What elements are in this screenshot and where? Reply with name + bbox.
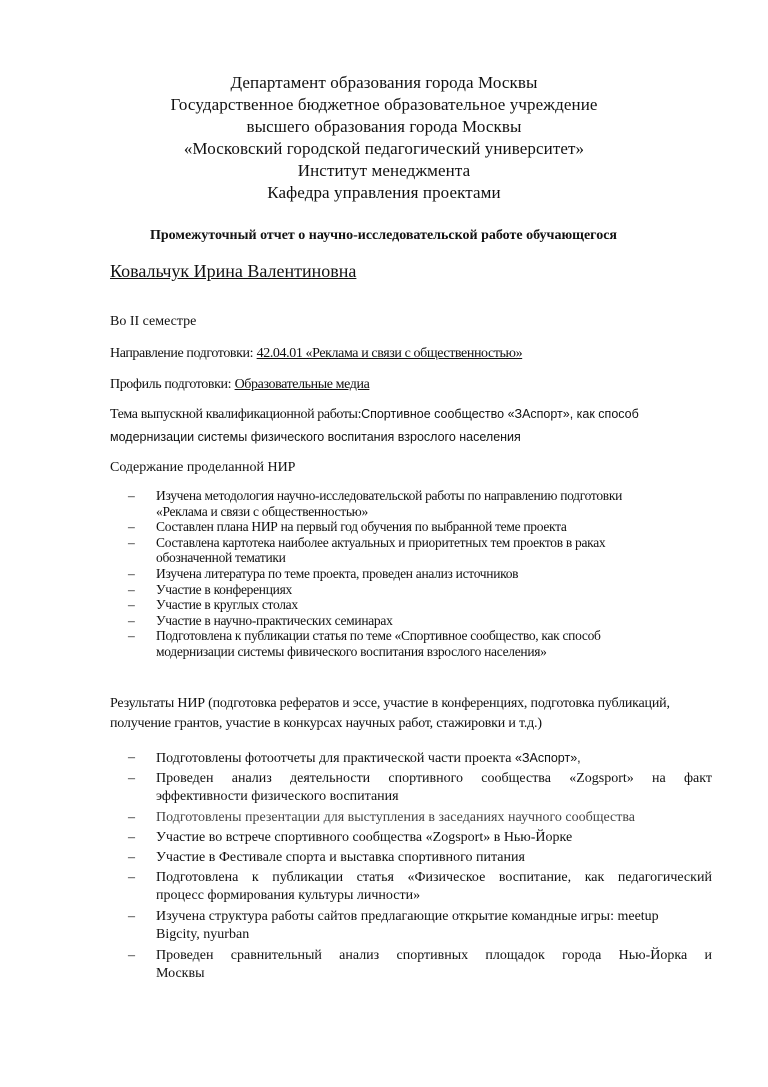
list-item-text-cont: Bigcity, nyurban: [156, 927, 250, 942]
word: анализ: [339, 948, 380, 963]
list-item-text: Составлен плана НИР на первый год обучения по выбранной теме проекта: [156, 519, 567, 535]
list-item: [128, 908, 712, 944]
list-item-text-justified: [156, 947, 712, 965]
semester-line: Во II семестре: [110, 314, 197, 329]
word: статья: [356, 870, 394, 885]
thesis-topic-part1: Спортивное сообщество «ЗАспорт», как способ: [361, 407, 639, 421]
dash-marker: –: [128, 850, 135, 865]
word: «Zogsport»: [569, 771, 634, 786]
student-name: Ковальчук Ирина Валентиновна: [110, 261, 357, 281]
list-item-text: Подготовлена к публикации статья по теме «Спортивное сообщество, как способ: [156, 628, 601, 644]
dash-marker: –: [128, 488, 135, 503]
dash-marker: –: [128, 565, 135, 581]
dash-marker: –: [128, 628, 135, 644]
word: на: [651, 771, 666, 786]
list-item-text: Участие в научно-практических семинарах: [156, 612, 393, 628]
word: Проведен: [156, 771, 214, 786]
document-header: [0, 72, 768, 204]
list-item-text: Участие в круглых столах: [156, 597, 298, 613]
dash-marker: –: [128, 750, 135, 765]
word: публикации: [272, 870, 344, 885]
list-item-text-cont: обозначенной тематики: [156, 550, 286, 566]
word: Подготовлена: [156, 870, 239, 885]
list-item-text-cont: Москвы: [156, 966, 205, 981]
list-item: [128, 849, 712, 867]
profile-line: [110, 377, 369, 393]
thesis-topic-part2: модернизации системы физического воспитания взрослого населения: [110, 430, 521, 444]
thesis-label: Тема выпускной квалификационной работы:: [110, 407, 362, 422]
list-item: [128, 869, 712, 905]
list-item-text: Изучена методология научно-исследовательской работы по направлению подготовки: [156, 488, 623, 503]
thesis-line-1: [110, 407, 639, 423]
results-heading-line-2: получение грантов, участие в конкурсах научных работ, стажировки и т.д.): [110, 716, 542, 731]
word: сравнительный: [230, 948, 322, 963]
direction-label: Направление подготовки:: [110, 346, 254, 361]
list-item-text: Участие в конференциях: [156, 581, 292, 597]
list-item: [128, 749, 712, 768]
dash-marker: –: [128, 771, 135, 786]
word: Нью-Йорка: [618, 948, 688, 963]
direction-line: [110, 346, 522, 362]
list-item-text: Составлена картотека наиболее актуальных и приоритетных тем проектов в раках: [156, 534, 606, 550]
word: педагогический: [617, 870, 712, 885]
results-list: [128, 749, 712, 985]
word: города: [562, 948, 602, 963]
list-item-text-justified: [156, 770, 712, 788]
word: и: [704, 948, 712, 963]
word: деятельности: [290, 771, 371, 786]
header-department: Департамент образования города Москвы: [230, 73, 538, 92]
header-institute: Институт менеджмента: [297, 161, 471, 180]
header-university: «Московский городской педагогический университет»: [183, 139, 585, 158]
word: площадок: [485, 948, 545, 963]
word: факт: [683, 771, 712, 786]
content-heading: Содержание проделанной НИР: [110, 460, 296, 475]
list-item-text: Изучена литература по теме проекта, проведен анализ источников: [156, 565, 519, 581]
list-item-text-cont: модернизации системы фивического воспитания взрослого населения»: [156, 643, 547, 659]
result-text: Подготовлены фотоотчеты для практической части проекта: [156, 751, 512, 766]
word: спортивного: [388, 771, 464, 786]
list-item: [128, 582, 622, 598]
word: как: [584, 870, 605, 885]
list-item: [128, 519, 622, 535]
list-item-text: Изучена структура работы сайтов предлагающие открытие командные игры: meetup: [156, 909, 659, 924]
list-item-text-cont: эффективности физического воспитания: [156, 789, 399, 804]
report-title: Промежуточный отчет о научно-исследовательской работе обучающегося: [150, 228, 617, 243]
results-heading: [110, 694, 670, 734]
list-item-text-cont: «Реклама и связи с общественностью»: [156, 503, 368, 519]
list-item-text: [156, 749, 712, 768]
dash-marker: –: [128, 612, 135, 628]
dash-marker: –: [128, 870, 135, 885]
list-item: [128, 829, 712, 847]
word: воспитание,: [498, 870, 572, 885]
dash-marker: –: [128, 534, 135, 550]
word: к: [251, 870, 259, 885]
result-project-name: «ЗАспорт»,: [515, 751, 581, 765]
dash-marker: –: [128, 909, 135, 924]
header-education-level: высшего образования города Москвы: [246, 117, 522, 136]
list-item: [128, 628, 622, 659]
content-list: [128, 488, 622, 660]
profile-value: Образовательные медиа: [234, 377, 370, 392]
word: анализ: [231, 771, 272, 786]
word: сообщества: [481, 771, 551, 786]
list-item-text: Участие во встрече спортивного сообщества «Zogsport» в Нью-Йорке: [156, 830, 573, 845]
list-item: [128, 770, 712, 806]
dash-marker: –: [128, 810, 135, 825]
list-item: [128, 947, 712, 983]
list-item: [128, 535, 622, 566]
word: спортивных: [396, 948, 469, 963]
direction-value: 42.04.01 «Реклама и связи с общественностью»: [256, 346, 523, 361]
list-item-text: Подготовлены презентации для выступления в заседаниях научного сообщества: [156, 810, 636, 825]
dash-marker: –: [128, 581, 135, 597]
list-item: [128, 566, 622, 582]
list-item: [128, 488, 622, 519]
header-institution: Государственное бюджетное образовательное учреждение: [170, 95, 598, 114]
profile-label: Профиль подготовки:: [110, 377, 232, 392]
word: Проведен: [156, 948, 214, 963]
dash-marker: –: [128, 597, 135, 613]
list-item-text-justified: [156, 869, 712, 887]
list-item: [128, 613, 622, 629]
word: «Физическое: [407, 870, 486, 885]
dash-marker: –: [128, 948, 135, 963]
list-item: [128, 597, 622, 613]
results-heading-line-1: Результаты НИР (подготовка рефератов и эссе, участие в конференциях, подготовка публикаций,: [110, 696, 670, 711]
list-item-text: Участие в Фестивале спорта и выставка спортивного питания: [156, 850, 525, 865]
header-department-chair: Кафедра управления проектами: [267, 183, 501, 202]
list-item: [128, 809, 712, 827]
list-item-text-cont: процесс формирования культуры личности»: [156, 888, 421, 903]
dash-marker: –: [128, 830, 135, 845]
dash-marker: –: [128, 519, 135, 535]
